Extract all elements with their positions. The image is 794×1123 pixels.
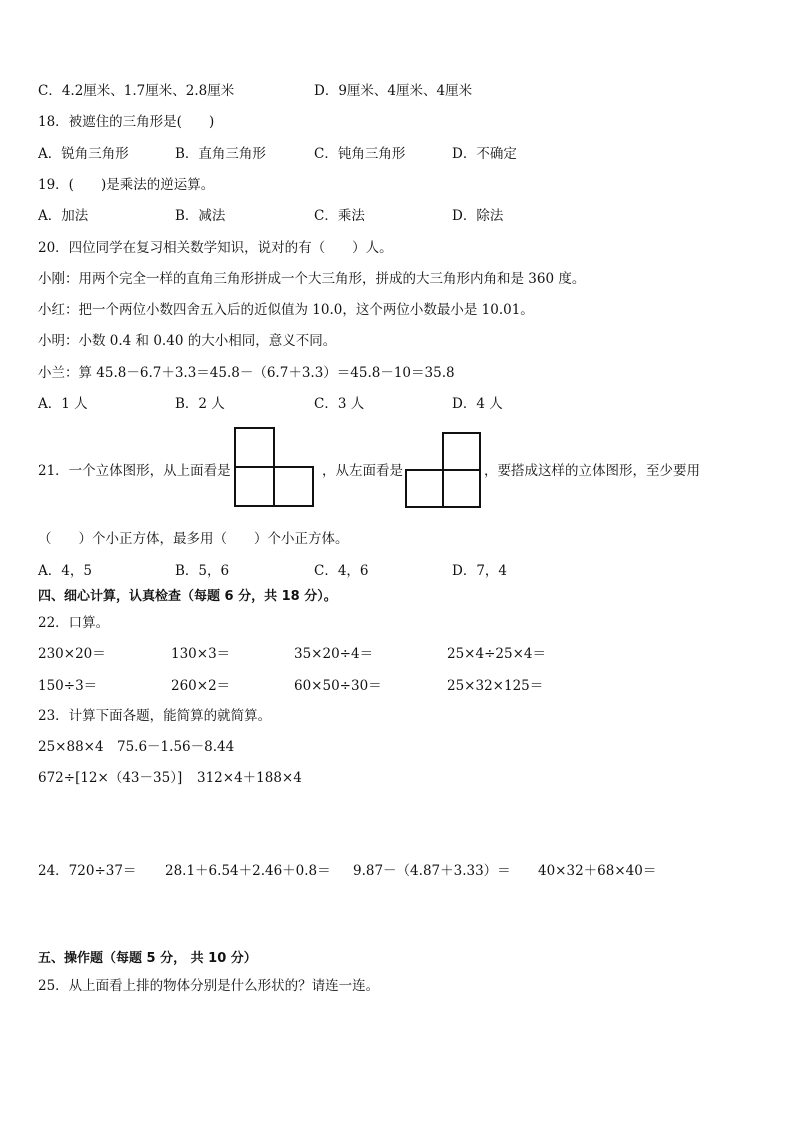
q20-stem: 20．四位同学在复习相关数学知识，说对的有（ ）人。 [38,240,393,256]
q18-option-a: A．锐角三角形 [38,146,129,162]
q24-item-4: 40×32＋68×40＝ [538,863,657,879]
q21-left-view-figure [405,432,481,508]
q22-item-5: 150÷3＝ [38,678,98,694]
q20-option-a: A．1 人 [38,396,88,412]
q25-stem: 25．从上面看上排的物体分别是什么形状的？请连一连。 [38,978,380,994]
q22-item-1: 230×20＝ [38,646,106,662]
q22-item-2: 130×3＝ [171,646,231,662]
q23-item-3: 672÷[12×（43－35）] [38,770,183,786]
q19-option-d: D．除法 [452,208,504,224]
q18-option-d: D．不确定 [452,146,517,162]
q22-item-3: 35×20÷4＝ [294,646,374,662]
q19-option-a: A．加法 [38,208,89,224]
q17-option-c: C．4.2厘米、1.7厘米、2.8厘米 [38,83,235,99]
q21-top-view-figure [234,427,314,507]
q24-item-2: 28.1＋6.54＋2.46＋0.8＝ [165,863,331,879]
q21-stem-line2: （ ）个小正方体，最多用（ ）个小正方体。 [38,531,349,547]
q21-options [38,562,738,580]
section-5-title: 五、操作题（每题 5 分， 共 10 分） [38,951,257,966]
q22-stem: 22．口算。 [38,615,110,631]
q23-item-4: 312×4＋188×4 [197,770,302,786]
q20-statement-xiaogang: 小刚：用两个完全一样的直角三角形拼成一个大三角形，拼成的大三角形内角和是 360 度。 [38,271,586,287]
q19-option-c: C．乘法 [314,208,365,224]
q18-stem: 18．被遮住的三角形是( ) [38,114,215,130]
q22-item-8: 25×32×125＝ [447,678,544,694]
q22-item-6: 260×2＝ [171,678,231,694]
q18-option-c: C．钝角三角形 [314,146,406,162]
q20-statement-xiaohong: 小红：把一个两位小数四舍五入后的近似值为 10.0，这个两位小数最小是 10.01。 [38,302,534,318]
q22-item-7: 60×50÷30＝ [294,678,382,694]
q18-option-b: B．直角三角形 [175,146,266,162]
q21-stem-part1: 21．一个立体图形，从上面看是 [38,463,231,479]
q24-item-3: 9.87－（4.87＋3.33）＝ [353,863,511,879]
q23-item-1: 25×88×4 [38,739,104,755]
q17-option-d: D．9厘米、4厘米、4厘米 [314,83,473,99]
q23-stem: 23．计算下面各题，能简算的就简算。 [38,708,272,724]
q19-option-b: B．减法 [175,208,226,224]
q24-item-1: 24．720÷37＝ [38,863,137,879]
q21-stem-part3: ，要搭成这样的立体图形，至少要用 [484,463,700,479]
q21-option-d: D．7，4 [452,563,508,579]
q20-option-d: D．4 人 [452,396,503,412]
q21-option-c: C．4，6 [314,563,369,579]
q19-options [38,207,738,225]
q19-stem: 19．( )是乘法的逆运算。 [38,177,215,193]
q23-item-2: 75.6－1.56－8.44 [117,739,235,755]
q20-option-c: C．3 人 [314,396,365,412]
q20-option-b: B．2 人 [175,396,225,412]
q20-options [38,395,738,413]
q20-statement-xiaoming: 小明：小数 0.4 和 0.40 的大小相同，意义不同。 [38,333,337,349]
q21-stem-part2: ，从左面看是 [322,463,403,479]
q17-options [38,82,738,100]
q18-options [38,145,738,163]
section-4-title: 四、细心计算，认真检查（每题 6 分，共 18 分）。 [38,589,337,604]
q20-statement-xiaolan: 小兰：算 45.8－6.7＋3.3＝45.8－（6.7＋3.3）＝45.8－10＝35.8 [38,365,455,381]
q21-option-b: B．5，6 [175,563,230,579]
q22-item-4: 25×4÷25×4＝ [447,646,546,662]
q21-option-a: A．4，5 [38,563,92,579]
